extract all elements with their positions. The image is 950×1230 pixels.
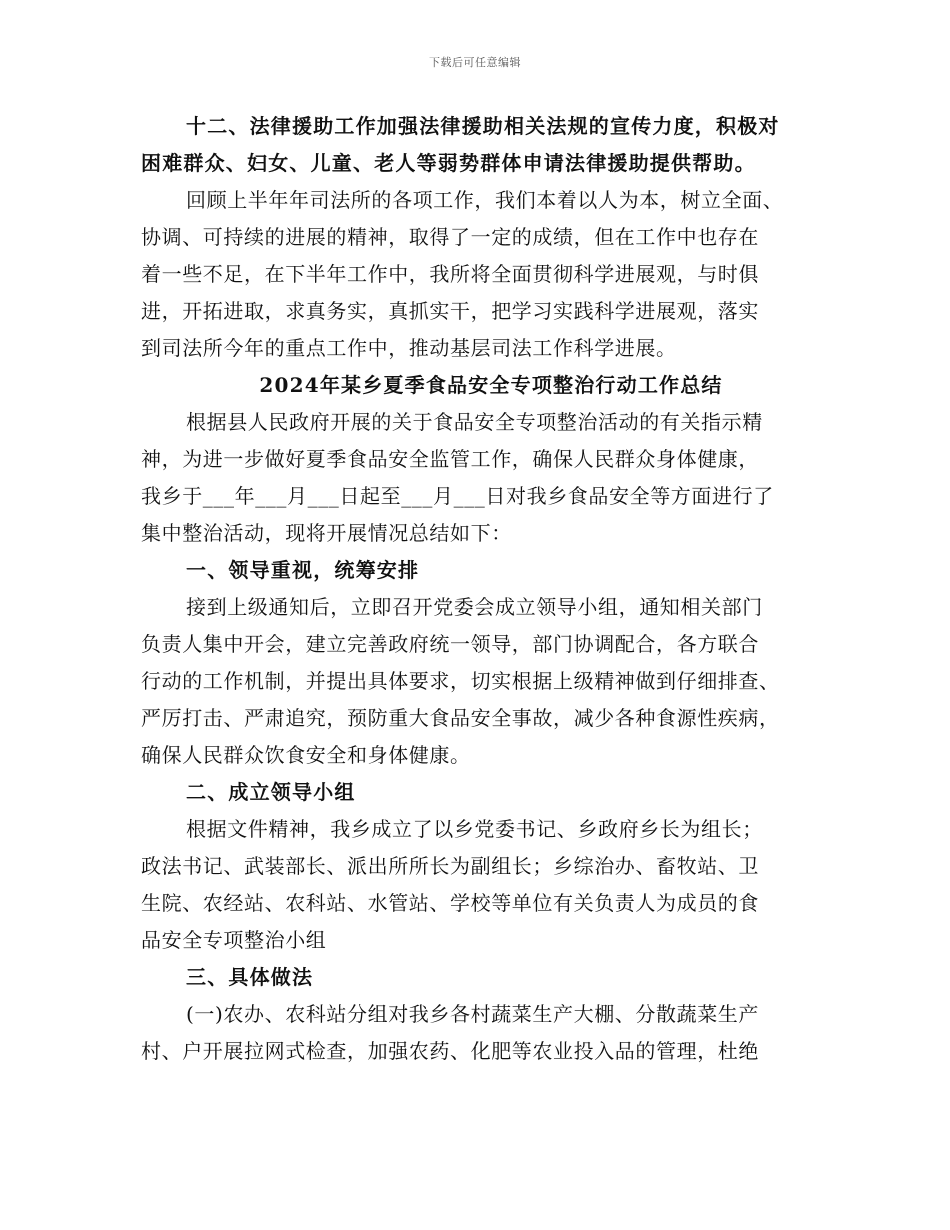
heading-line: 十二、法律援助工作加强法律援助相关法规的宣传力度，积极对 — [186, 114, 780, 138]
paragraph-line: 进，开拓进取，求真务实，真抓实干，把学习实践科学进展观，落实 — [141, 299, 759, 323]
heading-line: 2024年某乡夏季食品安全专项整治行动工作总结 — [259, 373, 723, 397]
page-header: 下载后可任意编辑 — [429, 56, 521, 69]
heading-line: 三、具体做法 — [186, 965, 314, 989]
paragraph-line: 我乡于___年___月___日起至___月___日对我乡食品安全等方面进行了 — [141, 484, 774, 508]
paragraph-line: 负责人集中开会，建立完善政府统一领导，部门协调配合，各方联合 — [141, 632, 759, 656]
paragraph-line: 到司法所今年的重点工作中，推动基层司法工作科学进展。 — [141, 336, 677, 360]
paragraph-line: 行动的工作机制，并提出具体要求，切实根据上级精神做到仔细排查、 — [141, 669, 780, 693]
paragraph-line: 神，为进一步做好夏季食品安全监管工作，确保人民群众身体健康， — [141, 447, 759, 471]
heading-line: 一、领导重视，统筹安排 — [186, 558, 420, 582]
paragraph-line: 回顾上半年年司法所的各项工作，我们本着以人为本，树立全面、 — [186, 188, 784, 212]
heading-line: 困难群众、妇女、儿童、老人等弱势群体申请法律援助提供帮助。 — [141, 151, 756, 175]
paragraph-line: 集中整治活动，现将开展情况总结如下： — [141, 521, 512, 545]
paragraph-line: 村、户开展拉网式检查，加强农药、化肥等农业投入品的管理，杜绝 — [141, 1039, 759, 1063]
paragraph-line: 根据县人民政府开展的关于食品安全专项整治活动的有关指示精 — [186, 410, 763, 434]
paragraph-line: 生院、农经站、农科站、水管站、学校等单位有关负责人为成员的食 — [141, 891, 759, 915]
document-body — [141, 108, 821, 1070]
heading-line: 二、成立领导小组 — [186, 780, 356, 804]
paragraph-line: 严厉打击、严肃追究，预防重大食品安全事故，减少各种食源性疾病， — [141, 706, 780, 730]
paragraph-line: (一)农办、农科站分组对我乡各村蔬菜生产大棚、分散蔬菜生产 — [186, 1002, 760, 1026]
paragraph-line: 根据文件精神，我乡成立了以乡党委书记、乡政府乡长为组长； — [186, 817, 763, 841]
paragraph-line: 确保人民群众饮食安全和身体健康。 — [141, 743, 471, 767]
paragraph-line: 协调、可持续的进展的精神，取得了一定的成绩，但在工作中也存在 — [141, 225, 759, 249]
paragraph-line: 政法书记、武装部长、派出所所长为副组长；乡综治办、畜牧站、卫 — [141, 854, 759, 878]
paragraph-line: 品安全专项整治小组 — [141, 928, 327, 952]
paragraph-line: 着一些不足，在下半年工作中，我所将全面贯彻科学进展观，与时俱 — [141, 262, 759, 286]
paragraph-line: 接到上级通知后，立即召开党委会成立领导小组，通知相关部门 — [186, 595, 763, 619]
